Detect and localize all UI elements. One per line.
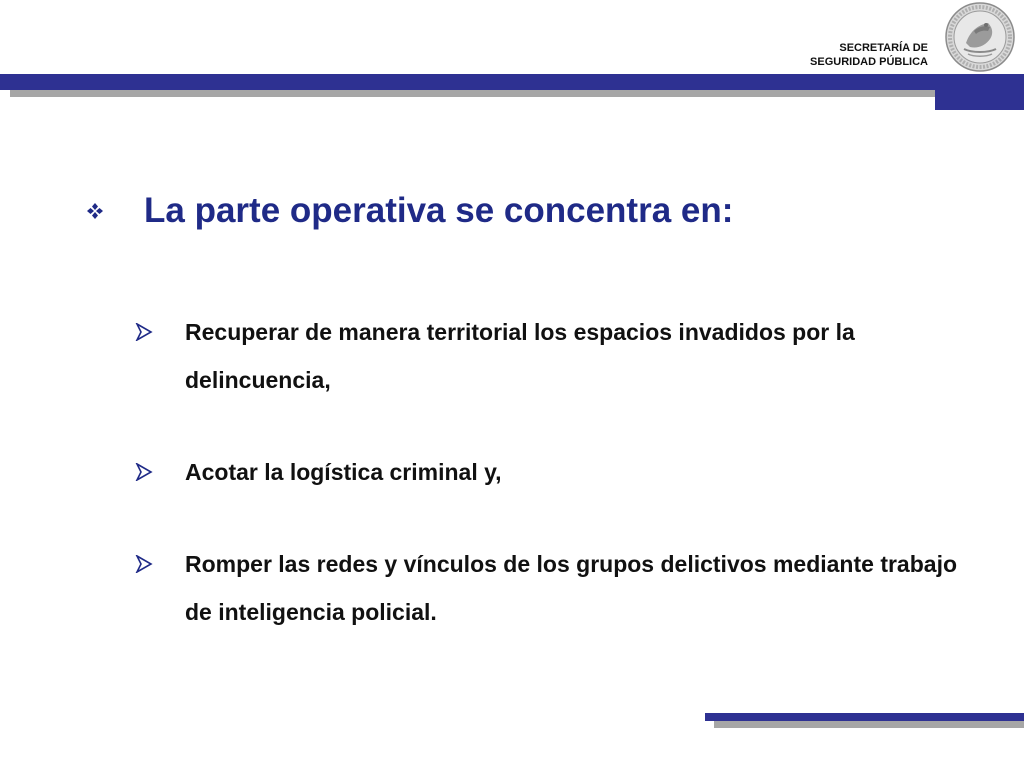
agency-name-line2: SEGURIDAD PÚBLICA [810, 56, 928, 68]
bullet-list [135, 308, 985, 636]
list-item [135, 308, 985, 404]
mexico-seal-icon [944, 1, 1016, 73]
arrow-outline-icon [135, 555, 153, 573]
list-item-text: Recuperar de manera territorial los espacios invadidos por la delincuencia, [185, 319, 855, 393]
arrow-outline-icon [135, 323, 153, 341]
list-item [135, 448, 985, 496]
header-blue-bar [0, 74, 935, 90]
footer-gray-bar [714, 721, 1024, 728]
arrow-outline-icon [135, 463, 153, 481]
page-title: La parte operativa se concentra en: [144, 191, 734, 230]
agency-name [810, 41, 928, 69]
four-diamond-icon [86, 202, 104, 220]
main-heading [86, 191, 946, 231]
agency-name-line1: SECRETARÍA DE [839, 42, 928, 54]
list-item-text: Romper las redes y vínculos de los grupos delictivos mediante trabajo de inteligencia policial. [185, 551, 958, 625]
list-item-text: Acotar la logística criminal y, [185, 459, 502, 485]
list-item [135, 540, 985, 636]
header-gray-bar [10, 90, 935, 97]
footer-blue-bar [705, 713, 1024, 721]
